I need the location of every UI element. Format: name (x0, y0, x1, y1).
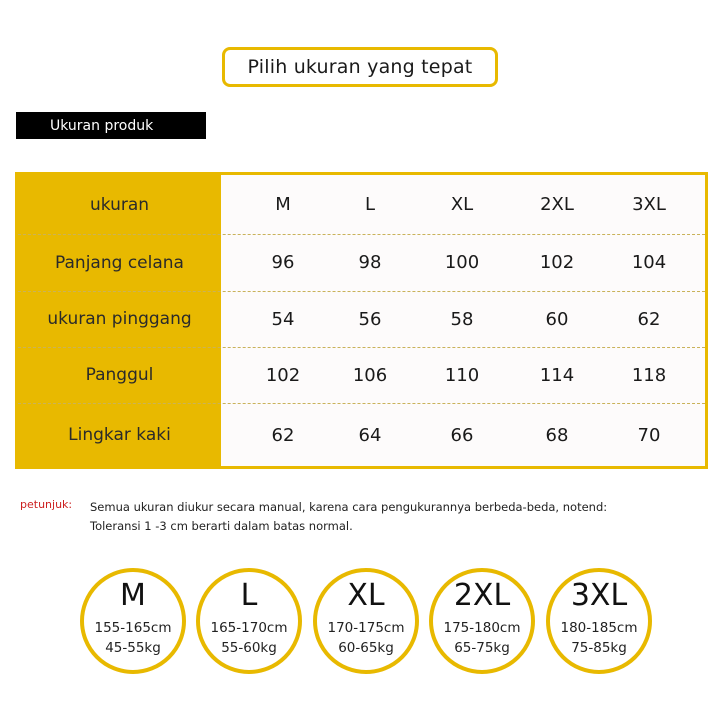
size-guide-height: 165-170cm (210, 620, 288, 636)
size-guide-weight: 55-60kg (221, 640, 277, 656)
table-row (18, 348, 705, 402)
table-cell: 64 (358, 424, 382, 446)
table-cell: 68 (545, 424, 569, 446)
table-cell: 56 (358, 308, 382, 330)
table-cell: 106 (352, 364, 388, 386)
table-cell: 114 (539, 364, 575, 386)
table-header-row (18, 175, 705, 234)
table-row (18, 404, 705, 466)
size-guide-size: 2XL (453, 578, 511, 613)
table-cell: 58 (450, 308, 474, 330)
table-cell: 62 (637, 308, 661, 330)
size-guide-size: M (120, 578, 146, 613)
size-guide-2xl (429, 568, 535, 674)
table-cell: 118 (631, 364, 667, 386)
size-guide-l (196, 568, 302, 674)
table-cell: 70 (637, 424, 661, 446)
size-guide-weight: 60-65kg (338, 640, 394, 656)
table-cell: 110 (444, 364, 480, 386)
table-cell: 54 (271, 308, 295, 330)
table-cell: 102 (265, 364, 301, 386)
header-size-l: L (364, 194, 376, 215)
header-size-xl: XL (450, 194, 474, 215)
table-cell: 60 (545, 308, 569, 330)
table-cell: 62 (271, 424, 295, 446)
size-table (15, 172, 708, 469)
size-guide-xl (313, 568, 419, 674)
page-title: Pilih ukuran yang tepat (222, 47, 498, 87)
size-guide-height: 155-165cm (94, 620, 172, 636)
table-cell: 100 (444, 252, 480, 273)
size-guide-size: 3XL (570, 578, 628, 613)
size-guide-height: 180-185cm (560, 620, 638, 636)
size-guide-height: 175-180cm (443, 620, 521, 636)
row-label: Lingkar kaki (68, 425, 171, 445)
table-cell: 96 (271, 252, 295, 273)
note-text (90, 498, 670, 536)
size-guide-weight: 45-55kg (105, 640, 161, 656)
row-label: Panjang celana (55, 252, 184, 273)
header-size-m: M (275, 194, 291, 215)
table-row (18, 235, 705, 290)
table-cell: 104 (631, 252, 667, 273)
row-label: Panggul (85, 365, 154, 385)
note-key: petunjuk: (20, 498, 73, 511)
header-label: ukuran (89, 194, 150, 215)
header-size-3xl: 3XL (632, 194, 666, 215)
row-label: ukuran pinggang (47, 309, 192, 329)
size-guide-weight: 75-85kg (571, 640, 627, 656)
table-cell: 102 (539, 252, 575, 273)
table-cell: 66 (450, 424, 474, 446)
size-guide-size: L (240, 578, 258, 613)
header-size-2xl: 2XL (540, 194, 574, 215)
size-guide-weight: 65-75kg (454, 640, 510, 656)
note-line-2: Toleransi 1 -3 cm berarti dalam batas normal. (90, 519, 353, 533)
section-label: Ukuran produk (16, 112, 206, 139)
size-guide-3xl (546, 568, 652, 674)
size-guide-m (80, 568, 186, 674)
table-row (18, 292, 705, 346)
size-guide-height: 170-175cm (327, 620, 405, 636)
table-cell: 98 (358, 252, 382, 273)
note-line-1: Semua ukuran diukur secara manual, karena cara pengukurannya berbeda-beda, notend: (90, 500, 608, 514)
size-guide-size: XL (347, 578, 385, 613)
